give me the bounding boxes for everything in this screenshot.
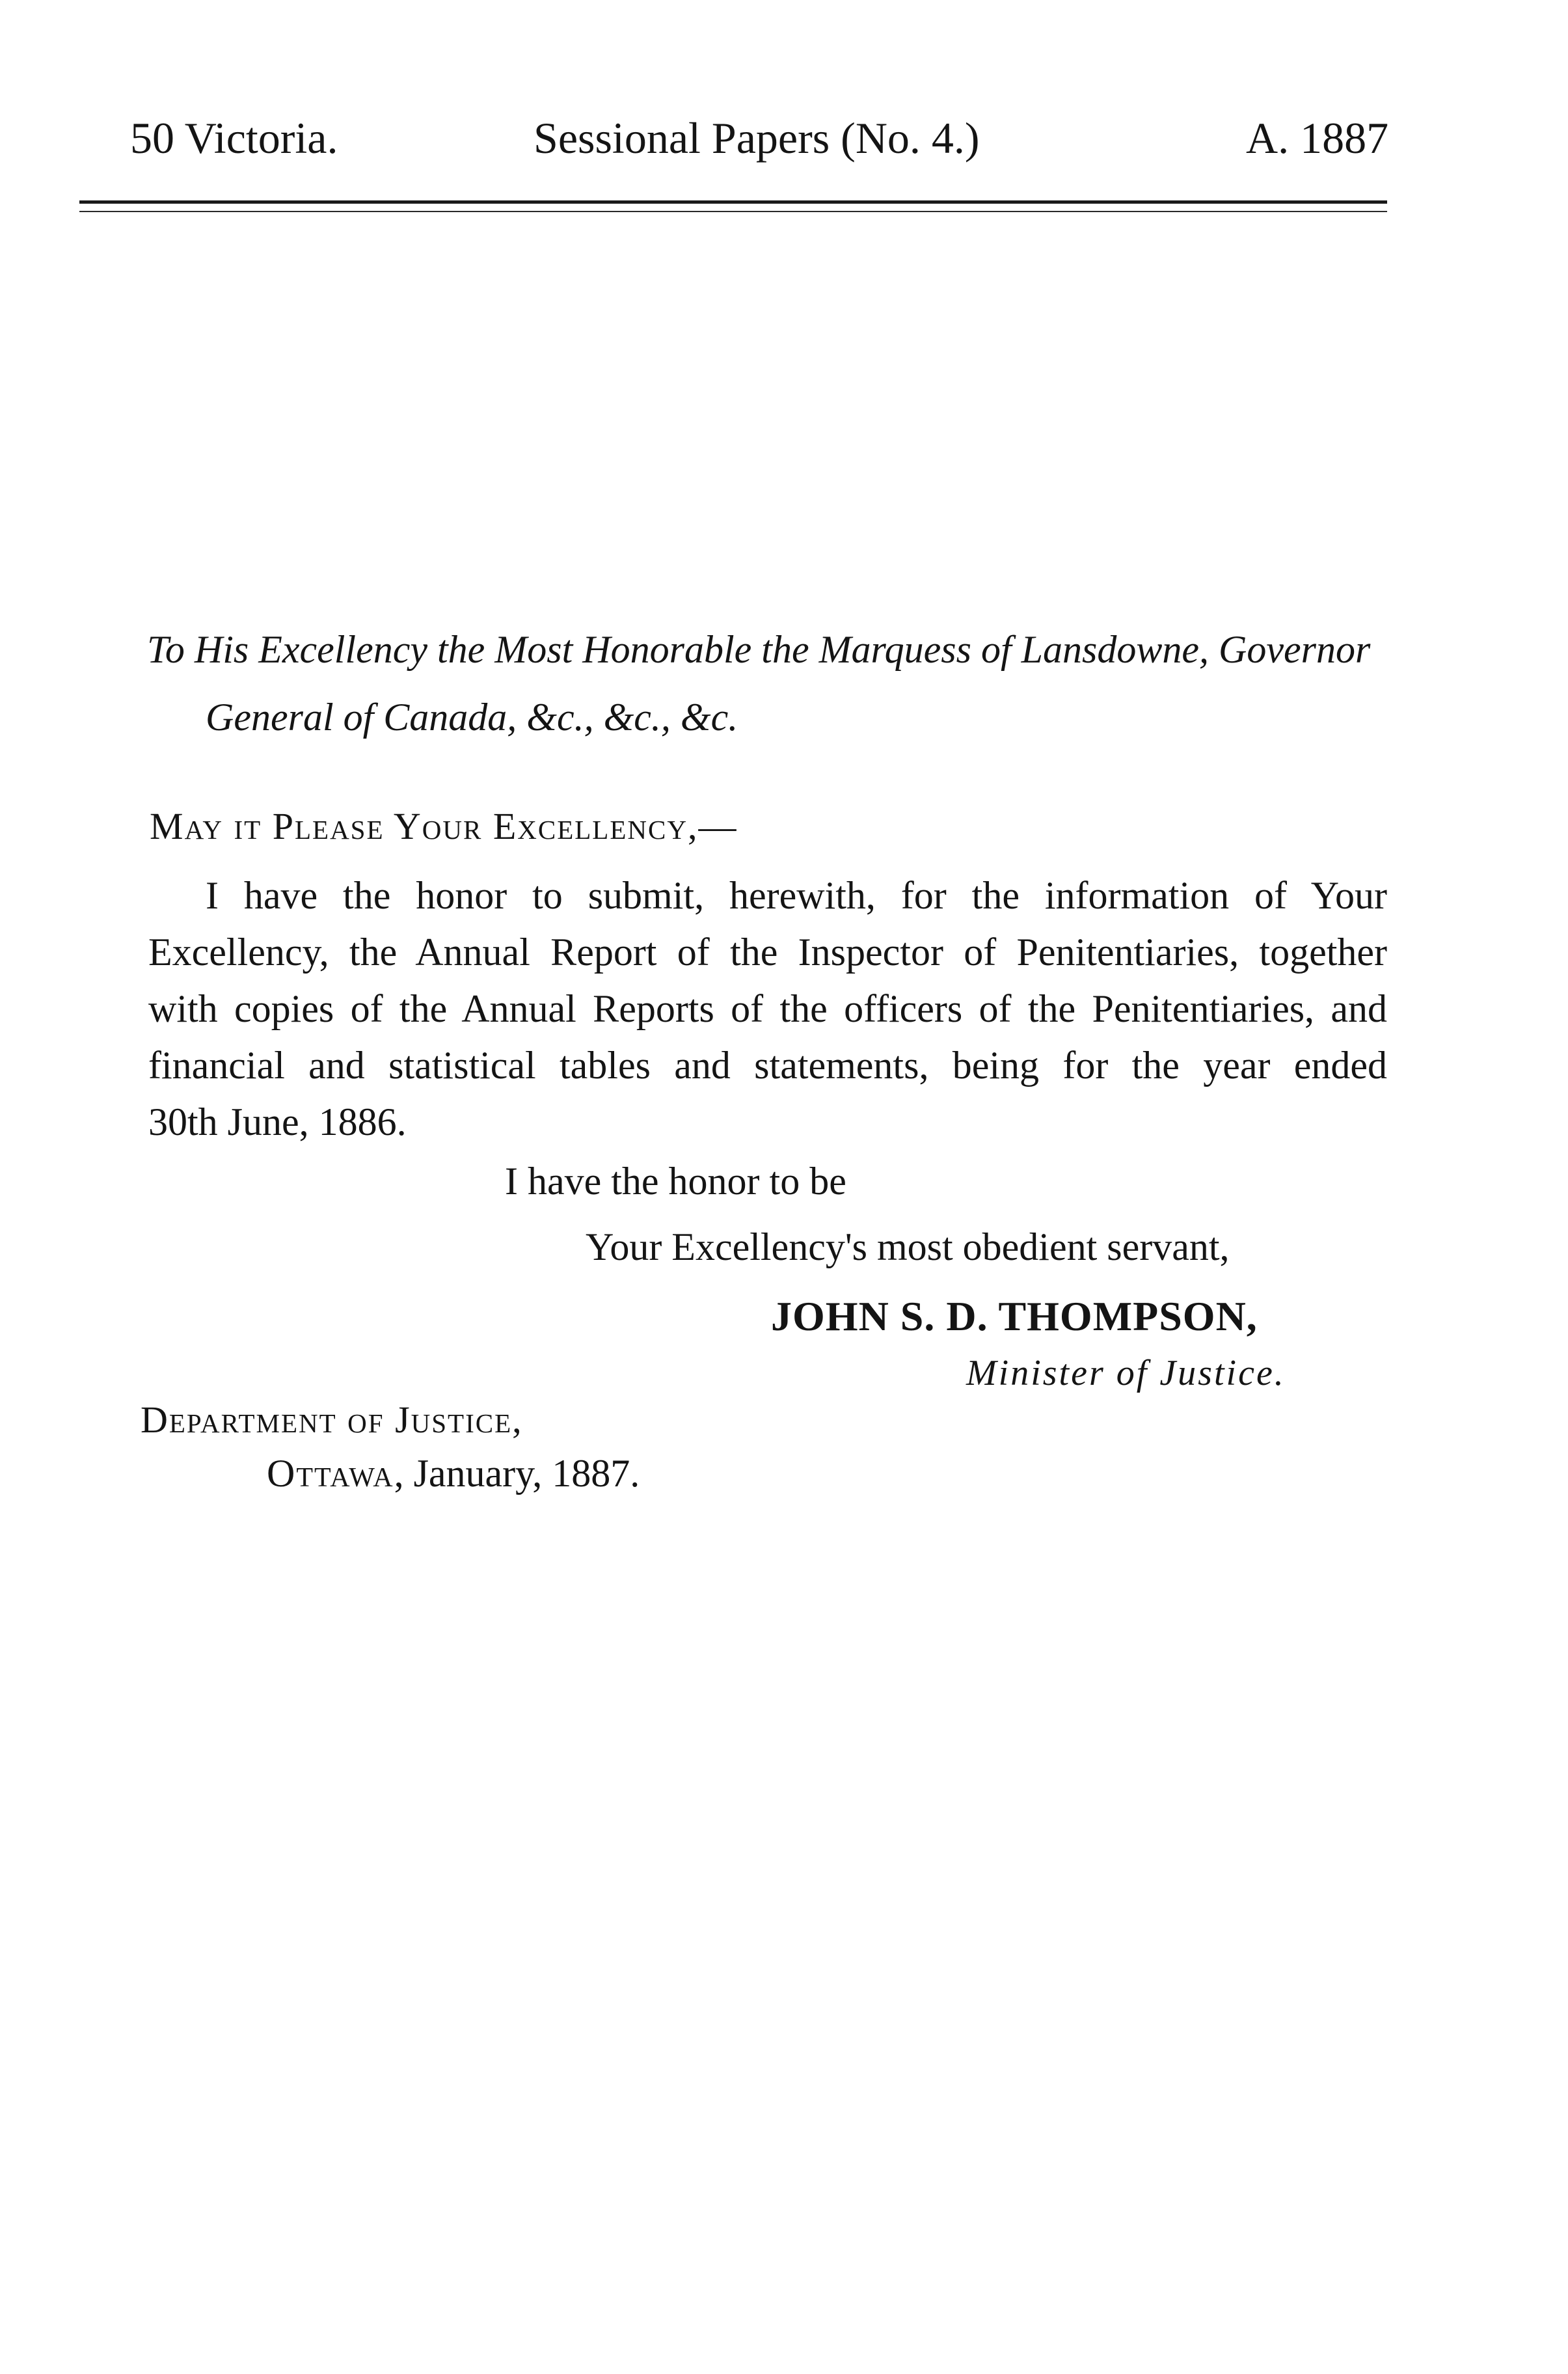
body-line-4: financial and statistical tables and statements, being for the year ended <box>148 1044 1387 1087</box>
closing-line-1: I have the honor to be <box>505 1160 846 1203</box>
signature-name: JOHN S. D. THOMPSON, <box>771 1293 1258 1339</box>
header-rule-thin <box>79 211 1387 212</box>
header-year: A. 1887 <box>1246 113 1389 163</box>
body-line-2: Excellency, the Annual Report of the Inspector of Penitentiaries, together <box>148 931 1387 974</box>
department-city: Ottawa <box>267 1452 394 1495</box>
department-name: Department of Justice, <box>141 1398 523 1441</box>
body-line-5: 30th June, 1886. <box>148 1100 407 1143</box>
signature-title: Minister of Justice. <box>966 1353 1286 1393</box>
header-title: Sessional Papers (No. 4.) <box>534 113 980 163</box>
body-line-1: I have the honor to submit, herewith, for the information of Your <box>206 874 1387 917</box>
body-line-3: with copies of the Annual Reports of the officers of the Penitentiaries, and <box>148 987 1387 1030</box>
address-line-1: To His Excellency the Most Honorable the Marquess of Lansdowne, Governor <box>147 628 1371 671</box>
department-place-date <box>267 1451 640 1496</box>
salutation: May it Please Your Excellency,— <box>150 805 738 847</box>
header-session: 50 Victoria. <box>130 113 338 163</box>
address-line-2: General of Canada, &c., &c., &c. <box>206 696 738 739</box>
closing-line-2: Your Excellency's most obedient servant, <box>586 1225 1230 1268</box>
department-date: , January, 1887. <box>394 1452 640 1495</box>
header-rule-thick <box>79 200 1387 204</box>
